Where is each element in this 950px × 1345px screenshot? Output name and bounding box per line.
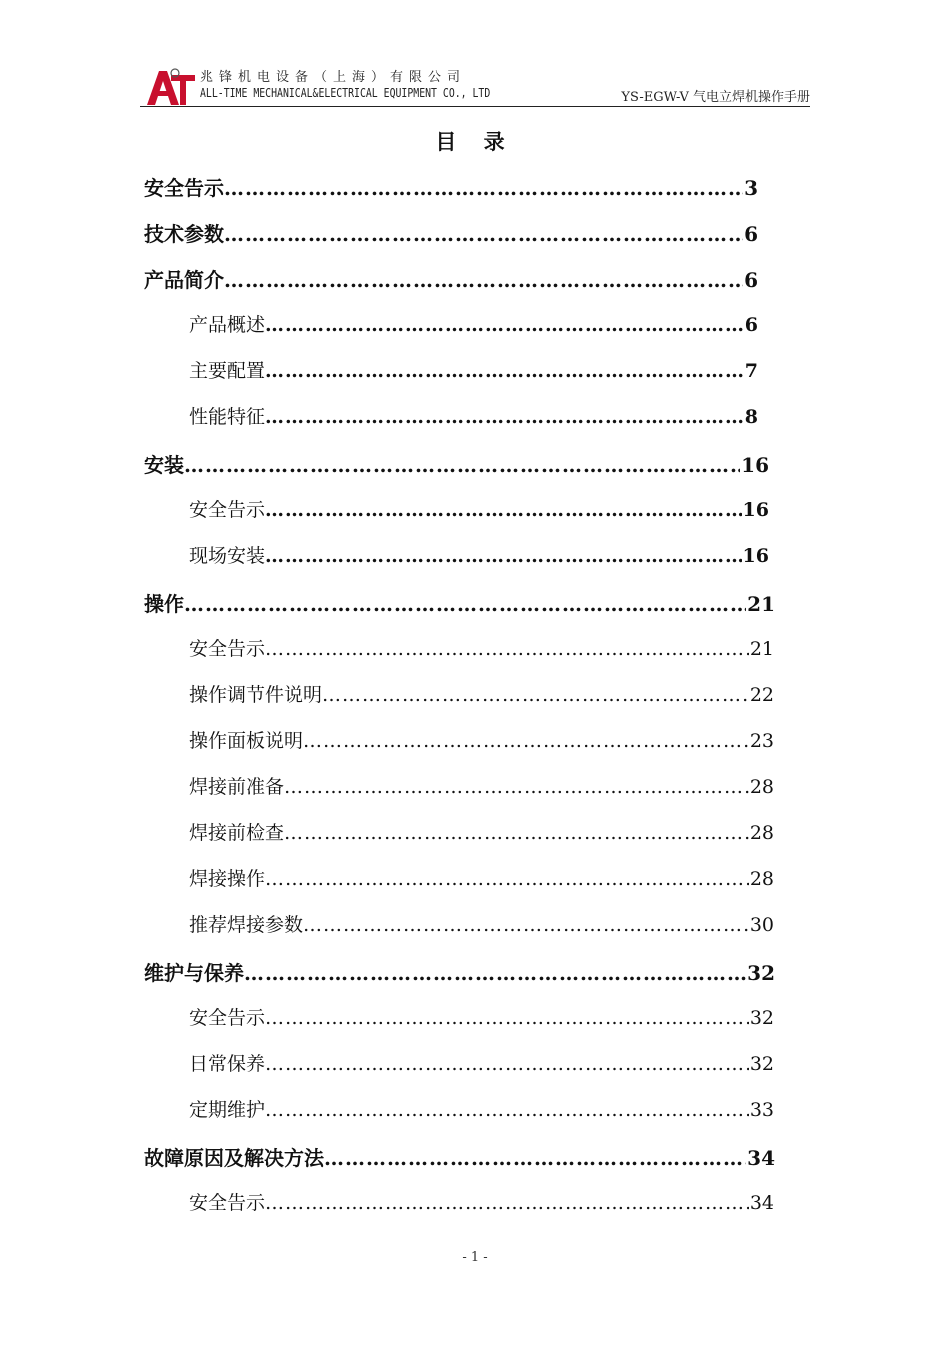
toc-subentry[interactable]: 安全告示 ………………………………………………………………………………………………………………………………………………………… 16 <box>189 495 769 535</box>
toc-subentry[interactable]: 焊接操作 ………………………………………………………………………………………………………………………………………………………… 28 <box>189 864 774 904</box>
toc-subentry[interactable]: 焊接前检查 ………………………………………………………………………………………………………………………………………………………… 28 <box>189 818 774 858</box>
toc-subentry[interactable]: 日常保养 ………………………………………………………………………………………………………………………………………………………… 32 <box>189 1049 774 1089</box>
toc-subentry[interactable]: 主要配置 ………………………………………………………………………………………………………………………………………………………… 7 <box>189 356 758 396</box>
toc-subentry[interactable]: 操作面板说明 ………………………………………………………………………………………………………………………………………………………… 23 <box>189 726 774 766</box>
toc-entry[interactable]: 操作 ………………………………………………………………………………………………………………………………………………………… 21 <box>144 588 775 628</box>
page-header <box>140 62 810 108</box>
toc-subentry[interactable]: 安全告示 ………………………………………………………………………………………………………………………………………………………… 32 <box>189 1003 774 1043</box>
toc-entry[interactable]: 安装 ………………………………………………………………………………………………………………………………………………………… 16 <box>144 449 769 489</box>
company-name-en: ALL-TIME MECHANICAL&ELECTRICAL EQUIPMENT CO., LTD <box>200 86 491 100</box>
toc-subentry[interactable]: 产品概述 ………………………………………………………………………………………………………………………………………………………… 6 <box>189 310 758 350</box>
toc-subentry[interactable]: 现场安装 ………………………………………………………………………………………………………………………………………………………… 16 <box>189 541 769 581</box>
header-divider <box>140 106 810 107</box>
toc-entry[interactable]: 维护与保养 ………………………………………………………………………………………………………………………………………………………… 32 <box>144 957 775 997</box>
company-name-cn: 兆锋机电设备（上海）有限公司 <box>200 70 467 85</box>
toc-subentry[interactable]: 安全告示 ………………………………………………………………………………………………………………………………………………………… 34 <box>189 1188 774 1228</box>
toc-subentry[interactable]: 安全告示 ………………………………………………………………………………………………………………………………………………………… 21 <box>189 634 774 674</box>
toc-subentry[interactable]: 定期维护 ………………………………………………………………………………………………………………………………………………………… 33 <box>189 1095 774 1135</box>
toc-entry[interactable]: 故障原因及解决方法 ………………………………………………………………………………………………………………………………………………………… 34 <box>144 1142 775 1182</box>
toc-subentry[interactable]: 推荐焊接参数 ………………………………………………………………………………………………………………………………………………………… 30 <box>189 910 774 950</box>
toc-entry[interactable]: 安全告示 ………………………………………………………………………………………………………………………………………………………… 3 <box>144 172 758 212</box>
toc-heading: 目 录 <box>435 129 515 154</box>
toc-subentry[interactable]: 焊接前准备 ………………………………………………………………………………………………………………………………………………………… 28 <box>189 772 774 812</box>
toc-entry[interactable]: 产品简介 ………………………………………………………………………………………………………………………………………………………… 6 <box>144 264 758 304</box>
toc-subentry[interactable]: 性能特征 ………………………………………………………………………………………………………………………………………………………… 8 <box>189 402 758 442</box>
company-logo <box>145 67 197 107</box>
toc-subentry[interactable]: 操作调节件说明 ………………………………………………………………………………………………………………………………………………………… 22 <box>189 680 774 720</box>
toc-entry[interactable]: 技术参数 ………………………………………………………………………………………………………………………………………………………… 6 <box>144 218 758 258</box>
page-number: - 1 - <box>462 1250 488 1265</box>
document-title: YS-EGW-V 气电立焊机操作手册 <box>621 90 810 105</box>
